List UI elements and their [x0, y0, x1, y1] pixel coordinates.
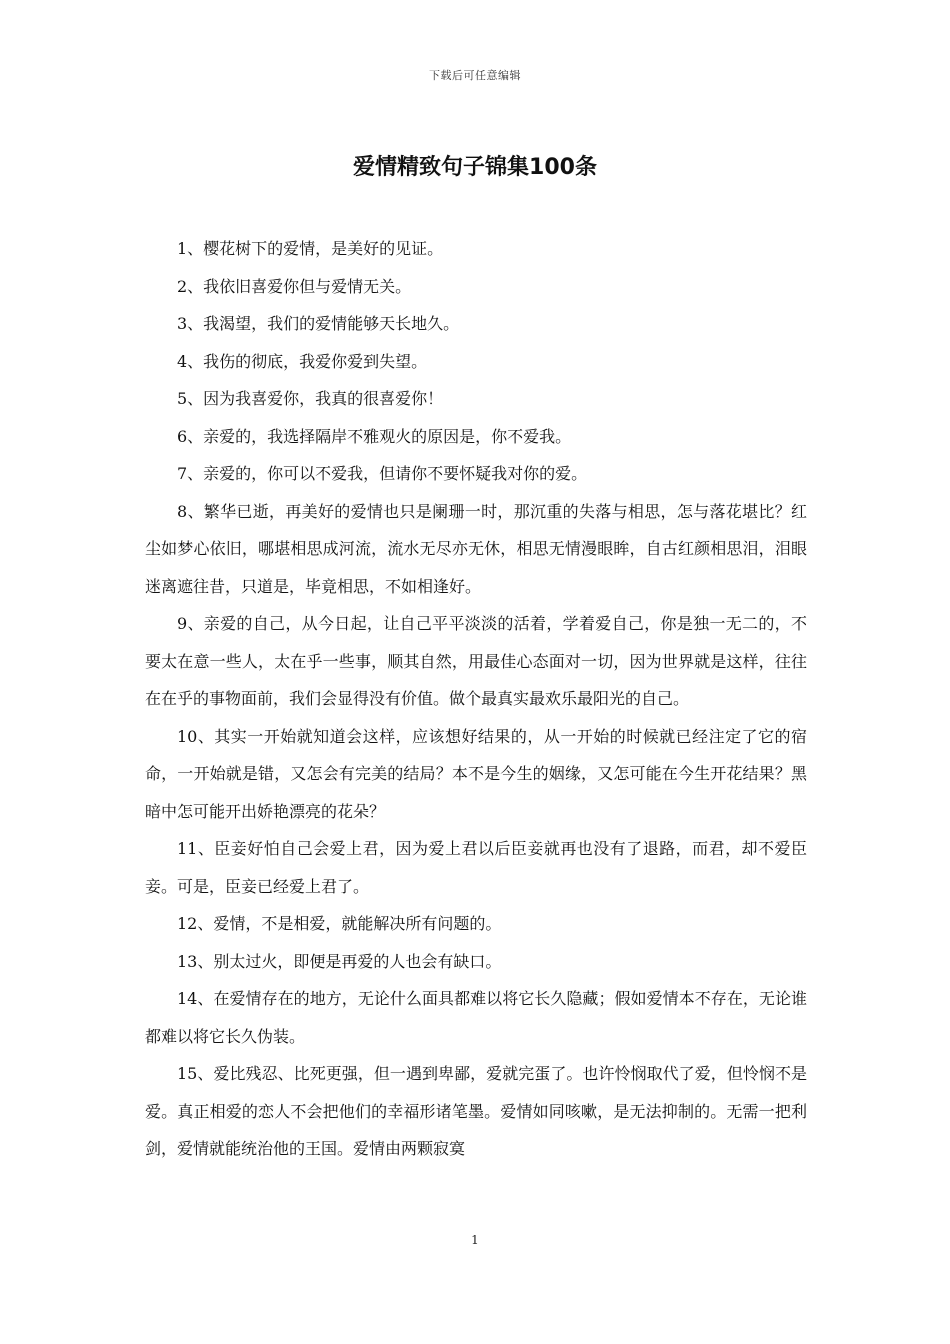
paragraph: 7、亲爱的，你可以不爱我，但请你不要怀疑我对你的爱。 — [177, 464, 588, 483]
paragraph: 1、樱花树下的爱情，是美好的见证。 — [177, 239, 444, 258]
paragraph: 4、我伤的彻底，我爱你爱到失望。 — [177, 351, 428, 371]
paragraph: 12、爱情，不是相爱，就能解决所有问题的。 — [177, 914, 502, 933]
paragraph: 15、爱比残忍、比死更强，但一遇到卑鄙，爱就完蛋了。也许怜悯取代了爱，但怜悯不是爱。真正相爱的恋人不会把他们的幸福形诸笔墨。爱情如同咳嗽，是无法抑制的。无需一把利剑，爱情就能统治他的王国。爱情由两颗寂寞 — [145, 1064, 807, 1158]
paragraph: 8、繁华已逝，再美好的爱情也只是阑珊一时，那沉重的失落与相思，怎与落花堪比？红尘如梦心依旧，哪堪相思成河流，流水无尽亦无休，相思无情漫眼眸，自古红颜相思泪，泪眼迷离遮往昔，只道是，毕竟相思，不如相逢好。 — [145, 501, 807, 596]
paragraph: 11、臣妾好怕自己会爱上君，因为爱上君以后臣妾就再也没有了退路，而君，却不爱臣妾。可是，臣妾已经爱上君了。 — [145, 839, 807, 896]
paragraph: 10、其实一开始就知道会这样，应该想好结果的，从一开始的时候就已经注定了它的宿命，一开始就是错，又怎会有完美的结局？本不是今生的姻缘，又怎可能在今生开花结果？黑暗中怎可能开出娇艳漂亮的花朵？ — [145, 726, 807, 821]
paragraph: 6、亲爱的，我选择隔岸不雅观火的原因是，你不爱我。 — [177, 426, 572, 446]
document-title: 爱情精致句子锦集100条 — [353, 155, 597, 180]
paragraph: 3、我渴望，我们的爱情能够天长地久。 — [177, 314, 460, 333]
paragraph: 2、我依旧喜爱你但与爱情无关。 — [177, 276, 412, 296]
paragraph: 9、亲爱的自己，从今日起，让自己平平淡淡的活着，学着爱自己，你是独一无二的，不要太在意一些人，太在乎一些事，顺其自然，用最佳心态面对一切，因为世界就是这样，往往在在乎的事物面前，我们会显得没有价值。做个最真实最欢乐最阳光的自己。 — [145, 614, 807, 708]
paragraph: 14、在爱情存在的地方，无论什么面具都难以将它长久隐藏；假如爱情本不存在，无论谁都难以将它长久伪装。 — [145, 989, 807, 1046]
page-number: 1 — [471, 1233, 479, 1247]
page-header-note: 下载后可任意编辑 — [429, 69, 521, 82]
paragraph: 13、别太过火，即便是再爱的人也会有缺口。 — [177, 951, 502, 971]
paragraph: 5、因为我喜爱你，我真的很喜爱你！ — [177, 389, 444, 408]
document-body — [145, 230, 807, 1168]
